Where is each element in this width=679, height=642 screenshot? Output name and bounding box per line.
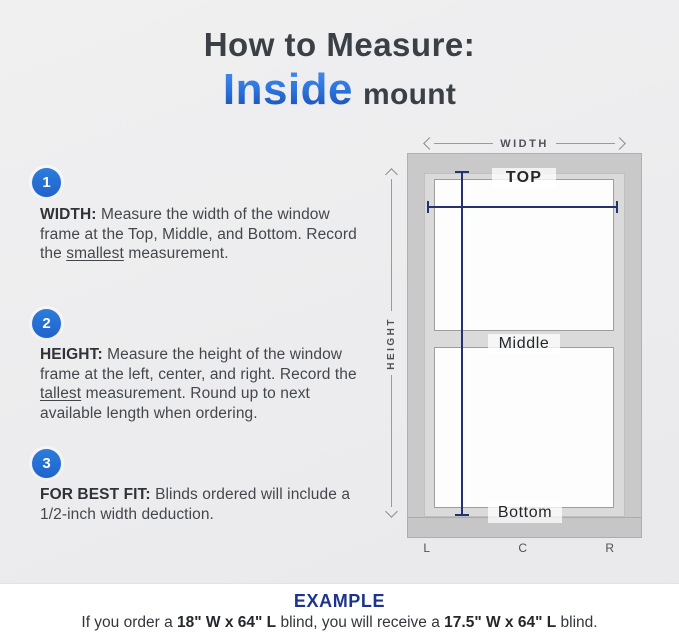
height-dimension-label: HEIGHT: [386, 316, 397, 370]
step-2-text: [40, 345, 372, 423]
step-1-badge: 1: [32, 168, 61, 197]
window-measure-diagram: [378, 136, 660, 568]
marker-left: L: [423, 541, 431, 555]
title-highlight: Inside: [222, 65, 353, 114]
page-title: [0, 26, 679, 115]
step-2-body-end: measurement. Round up to next available length when ordering.: [40, 385, 310, 422]
example-suffix: blind.: [556, 614, 598, 631]
marker-right: R: [605, 541, 615, 555]
step-3-label: FOR BEST FIT:: [40, 486, 151, 503]
title-line1: How to Measure:: [203, 26, 476, 63]
step-1-underlined-word: smallest: [66, 245, 124, 262]
step-2-body: Measure the height of the window frame at the left, center, and right. Record the: [40, 346, 357, 383]
height-dimension-arrow: [384, 170, 399, 516]
step-1-label: WIDTH:: [40, 206, 97, 223]
label-top: TOP: [492, 168, 556, 188]
step-1-body: Measure the width of the window frame at the Top, Middle, and Bottom. Record the: [40, 206, 357, 262]
example-prefix: If you order a: [81, 614, 178, 631]
step-3-body: Blinds ordered will include a 1/2-inch width deduction.: [40, 486, 351, 523]
arrow-line: [391, 179, 393, 311]
arrow-left-icon: [423, 137, 436, 150]
width-dimension-label: WIDTH: [500, 137, 549, 150]
example-received-size: 17.5" W x 64" L: [444, 614, 557, 631]
step-2-badge: 2: [32, 309, 61, 338]
arrow-up-icon: [385, 168, 398, 181]
horizontal-measure-line: [427, 206, 618, 208]
example-heading: EXAMPLE: [293, 591, 386, 611]
arrow-line: [434, 143, 493, 145]
example-sentence: [0, 614, 679, 632]
vertical-measure-line: [461, 171, 463, 516]
step-1-text: [40, 205, 372, 264]
arrow-line: [556, 143, 615, 145]
step-2-label: HEIGHT:: [40, 346, 103, 363]
step-2-underlined-word: tallest: [40, 385, 82, 402]
label-middle: Middle: [488, 334, 560, 354]
marker-center: C: [518, 541, 528, 555]
step-1-body-end: measurement.: [123, 245, 229, 262]
arrow-right-icon: [613, 137, 626, 150]
step-3-badge: 3: [32, 449, 61, 478]
example-middle: blind, you will receive a: [276, 614, 445, 631]
width-dimension-arrow: [425, 136, 624, 151]
arrow-line: [391, 375, 393, 507]
example-footer: [0, 583, 679, 642]
title-line2: [0, 65, 679, 115]
step-3-text: [40, 485, 372, 524]
example-ordered-size: 18" W x 64" L: [177, 614, 277, 631]
label-bottom: Bottom: [488, 503, 562, 523]
title-suffix: mount: [363, 78, 457, 111]
arrow-down-icon: [385, 505, 398, 518]
